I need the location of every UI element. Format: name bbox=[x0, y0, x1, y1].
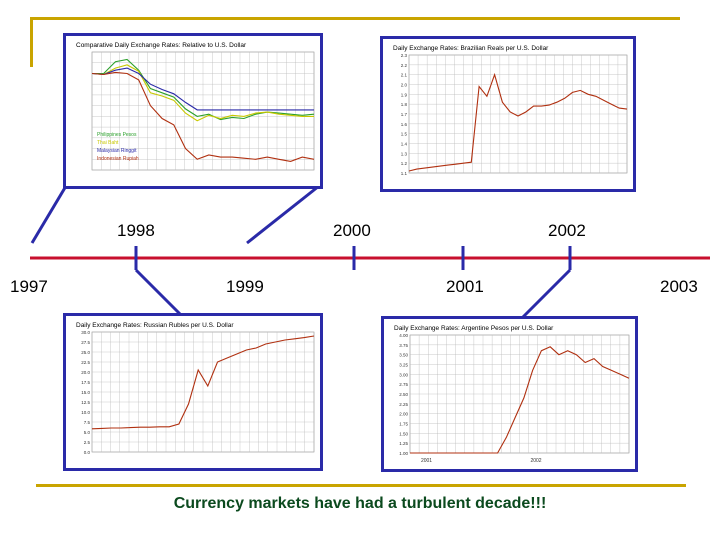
legend-entry: Indonesian Rupiah bbox=[97, 156, 139, 162]
y-tick-label: 12.5 bbox=[81, 400, 90, 405]
chart-title: Daily Exchange Rates: Argentine Pesos per U.S. Dollar bbox=[394, 325, 554, 332]
y-tick-label: 2.5 bbox=[83, 440, 90, 445]
y-tick-label: 15.0 bbox=[81, 390, 90, 395]
y-tick-label: 0.0 bbox=[83, 450, 90, 455]
y-tick-label: 1.6 bbox=[400, 121, 407, 127]
y-tick-label: 1.75 bbox=[399, 421, 408, 427]
year-label-2001: 2001 bbox=[446, 277, 484, 296]
y-tick-label: 1.3 bbox=[400, 151, 407, 157]
y-tick-label: 2.50 bbox=[399, 392, 408, 397]
legend-entry: Philippines Pesos bbox=[97, 132, 137, 138]
y-tick-label: 3.25 bbox=[399, 362, 408, 368]
y-tick-label: 2.00 bbox=[399, 411, 408, 417]
y-tick-label: 1.9 bbox=[400, 92, 407, 98]
y-tick-label: 2.25 bbox=[399, 401, 408, 407]
y-tick-label: 1.4 bbox=[400, 141, 407, 147]
chart-argentina-svg bbox=[384, 319, 635, 469]
y-tick-label: 25.0 bbox=[81, 350, 90, 355]
legend-entry: Thai Baht bbox=[97, 140, 119, 146]
y-tick-label: 1.00 bbox=[399, 451, 408, 456]
chart-argentina bbox=[381, 316, 638, 472]
year-label-1997: 1997 bbox=[10, 277, 48, 296]
y-tick-label: 1.8 bbox=[400, 102, 407, 108]
y-tick-label: 2.1 bbox=[400, 72, 407, 78]
year-label-1999: 1999 bbox=[226, 277, 264, 296]
year-label-2003: 2003 bbox=[660, 277, 698, 296]
y-tick-label: 2.75 bbox=[399, 382, 408, 388]
y-tick-label: 3.00 bbox=[399, 372, 408, 378]
y-tick-label: 2.2 bbox=[400, 62, 407, 68]
y-tick-label: 3.50 bbox=[399, 352, 408, 358]
y-tick-label: 7.5 bbox=[83, 420, 90, 425]
chart-brazil-svg bbox=[383, 39, 633, 189]
y-tick-label: 30.0 bbox=[81, 330, 90, 335]
year-label-1998: 1998 bbox=[117, 221, 155, 240]
y-tick-label: 17.5 bbox=[81, 380, 90, 385]
chart-russia-svg bbox=[66, 316, 320, 468]
legend-entry: Malaysian Ringgit bbox=[97, 148, 137, 154]
x-group-label: 2001 bbox=[420, 458, 433, 464]
x-group-label: 2002 bbox=[530, 458, 542, 464]
chart-title: Comparative Daily Exchange Rates: Relative to U.S. Dollar bbox=[76, 42, 247, 49]
year-label-2002: 2002 bbox=[548, 221, 586, 240]
y-tick-label: 2.0 bbox=[400, 82, 407, 88]
chart-asian-currencies bbox=[63, 33, 323, 189]
y-tick-label: 4.00 bbox=[399, 333, 408, 338]
y-tick-label: 1.7 bbox=[400, 112, 407, 117]
chart-title: Daily Exchange Rates: Russian Rubles per U.S. Dollar bbox=[76, 322, 234, 329]
y-tick-label: 27.5 bbox=[81, 340, 90, 345]
y-tick-label: 10.0 bbox=[81, 410, 90, 415]
y-tick-label: 3.75 bbox=[399, 342, 408, 348]
y-tick-label: 20.0 bbox=[81, 370, 90, 375]
y-tick-label: 1.50 bbox=[399, 431, 408, 437]
y-tick-label: 22.5 bbox=[81, 360, 90, 365]
y-tick-label: 1.5 bbox=[400, 131, 407, 137]
y-tick-label: 1.1 bbox=[400, 171, 407, 176]
chart-title: Daily Exchange Rates: Brazilian Reals per U.S. Dollar bbox=[393, 45, 549, 52]
connector-1997 bbox=[32, 186, 66, 243]
chart-russia bbox=[63, 313, 323, 471]
footer-caption: Currency markets have had a turbulent decade!!! bbox=[173, 495, 547, 512]
connector-1999 bbox=[247, 186, 319, 243]
chart-asian-currencies-svg bbox=[66, 36, 320, 186]
year-label-2000: 2000 bbox=[333, 221, 371, 240]
chart-brazil bbox=[380, 36, 636, 192]
y-tick-label: 5.0 bbox=[83, 430, 90, 435]
y-tick-label: 1.2 bbox=[400, 161, 407, 167]
y-tick-label: 2.3 bbox=[400, 53, 407, 58]
y-tick-label: 1.25 bbox=[399, 441, 408, 447]
